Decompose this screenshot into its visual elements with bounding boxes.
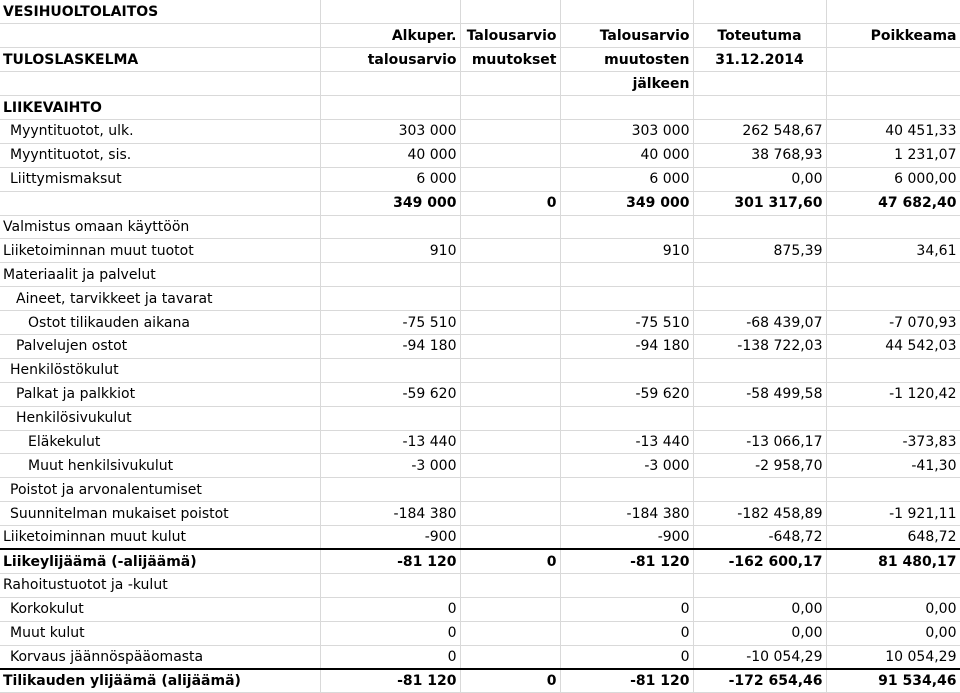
cell[interactable] [693, 0, 826, 24]
budget-change-cell[interactable] [460, 526, 560, 550]
budget-after-cell[interactable]: -184 380 [560, 502, 693, 526]
col-header-budget-after-line2[interactable]: muutosten [560, 48, 693, 72]
subtotal-row [0, 191, 960, 215]
table-row [0, 573, 960, 597]
table-row [0, 502, 960, 526]
variance-cell[interactable]: -1 921,11 [826, 502, 960, 526]
budget-change-cell[interactable] [460, 645, 560, 669]
original-budget-cell[interactable]: -3 000 [320, 454, 460, 478]
budget-after-cell[interactable] [560, 406, 693, 430]
actual-cell[interactable] [693, 263, 826, 287]
header-row [0, 0, 960, 24]
cell[interactable] [826, 48, 960, 72]
budget-after-cell[interactable] [560, 287, 693, 311]
table-row [0, 478, 960, 502]
budget-change-cell[interactable] [460, 621, 560, 645]
variance-cell[interactable]: 0,00 [826, 597, 960, 621]
row-label[interactable]: Poistot ja arvonalentumiset [0, 478, 320, 502]
org-title[interactable]: VESIHUOLTOLAITOS [0, 0, 320, 24]
budget-change-cell[interactable] [460, 96, 560, 120]
original-budget-cell[interactable]: -81 120 [320, 669, 460, 693]
budget-after-cell[interactable]: 349 000 [560, 191, 693, 215]
budget-after-cell[interactable]: -81 120 [560, 669, 693, 693]
variance-cell[interactable] [826, 406, 960, 430]
col-header-actual-line2[interactable]: 31.12.2014 [693, 48, 826, 72]
variance-cell[interactable] [826, 358, 960, 382]
budget-change-cell[interactable]: 0 [460, 669, 560, 693]
actual-cell[interactable] [693, 287, 826, 311]
budget-after-cell[interactable]: 303 000 [560, 119, 693, 143]
row-label[interactable]: Tilikauden ylijäämä (alijäämä) [0, 669, 320, 693]
row-label[interactable]: Myyntituotot, sis. [0, 143, 320, 167]
row-label[interactable]: Korkokulut [0, 597, 320, 621]
budget-after-cell[interactable]: 6 000 [560, 167, 693, 191]
budget-after-cell[interactable]: -59 620 [560, 382, 693, 406]
header-row [0, 24, 960, 48]
budget-change-cell[interactable] [460, 119, 560, 143]
col-header-budget-changes-line2[interactable]: muutokset [460, 48, 560, 72]
original-budget-cell[interactable]: 40 000 [320, 143, 460, 167]
budget-change-cell[interactable] [460, 358, 560, 382]
table-row [0, 119, 960, 143]
budget-after-cell[interactable]: -81 120 [560, 549, 693, 573]
actual-cell[interactable]: -58 499,58 [693, 382, 826, 406]
actual-cell[interactable] [693, 406, 826, 430]
cell[interactable] [560, 0, 693, 24]
table-row [0, 430, 960, 454]
row-label[interactable]: Eläkekulut [0, 430, 320, 454]
cell[interactable] [460, 72, 560, 96]
variance-cell[interactable]: 10 054,29 [826, 645, 960, 669]
actual-cell[interactable]: 301 317,60 [693, 191, 826, 215]
variance-cell[interactable]: 648,72 [826, 526, 960, 550]
budget-after-cell[interactable]: -900 [560, 526, 693, 550]
variance-cell[interactable]: -41,30 [826, 454, 960, 478]
actual-cell[interactable]: 875,39 [693, 239, 826, 263]
budget-after-cell[interactable]: 910 [560, 239, 693, 263]
table-row [0, 454, 960, 478]
row-label[interactable]: Henkilöstökulut [0, 358, 320, 382]
col-header-budget-after[interactable]: Talousarvio [560, 24, 693, 48]
budget-after-cell[interactable]: -94 180 [560, 334, 693, 358]
original-budget-cell[interactable]: -81 120 [320, 549, 460, 573]
original-budget-cell[interactable] [320, 573, 460, 597]
row-label[interactable]: Muut kulut [0, 621, 320, 645]
col-header-budget-changes[interactable]: Talousarvio [460, 24, 560, 48]
header-row [0, 48, 960, 72]
operating-result-row [0, 549, 960, 573]
table-row [0, 215, 960, 239]
variance-cell[interactable]: -373,83 [826, 430, 960, 454]
budget-change-cell[interactable] [460, 215, 560, 239]
variance-cell[interactable]: 44 542,03 [826, 334, 960, 358]
actual-cell[interactable] [693, 478, 826, 502]
col-header-original-budget-line2[interactable]: talousarvio [320, 48, 460, 72]
budget-after-cell[interactable] [560, 478, 693, 502]
col-header-original-budget[interactable]: Alkuper. [320, 24, 460, 48]
actual-cell[interactable]: -138 722,03 [693, 334, 826, 358]
actual-cell[interactable]: 38 768,93 [693, 143, 826, 167]
variance-cell[interactable] [826, 478, 960, 502]
original-budget-cell[interactable] [320, 96, 460, 120]
variance-cell[interactable] [826, 573, 960, 597]
original-budget-cell[interactable]: 0 [320, 597, 460, 621]
budget-change-cell[interactable] [460, 478, 560, 502]
table-row [0, 597, 960, 621]
variance-cell[interactable]: -1 120,42 [826, 382, 960, 406]
original-budget-cell[interactable]: -75 510 [320, 311, 460, 335]
original-budget-cell[interactable]: -184 380 [320, 502, 460, 526]
row-label[interactable] [0, 191, 320, 215]
row-label[interactable]: Myyntituotot, ulk. [0, 119, 320, 143]
actual-cell[interactable]: -10 054,29 [693, 645, 826, 669]
budget-change-cell[interactable] [460, 167, 560, 191]
budget-change-cell[interactable] [460, 334, 560, 358]
header-row [0, 72, 960, 96]
actual-cell[interactable]: -182 458,89 [693, 502, 826, 526]
row-label[interactable]: Palvelujen ostot [0, 334, 320, 358]
budget-change-cell[interactable] [460, 502, 560, 526]
actual-cell[interactable]: -648,72 [693, 526, 826, 550]
budget-after-cell[interactable]: 0 [560, 621, 693, 645]
cell[interactable] [460, 0, 560, 24]
row-label[interactable]: Liikeylijäämä (-alijäämä) [0, 549, 320, 573]
row-label[interactable]: Suunnitelman mukaiset poistot [0, 502, 320, 526]
actual-cell[interactable]: 0,00 [693, 167, 826, 191]
budget-change-cell[interactable]: 0 [460, 191, 560, 215]
original-budget-cell[interactable]: 349 000 [320, 191, 460, 215]
variance-cell[interactable] [826, 96, 960, 120]
row-label[interactable]: Liiketoiminnan muut tuotot [0, 239, 320, 263]
col-header-variance[interactable]: Poikkeama [826, 24, 960, 48]
actual-cell[interactable] [693, 215, 826, 239]
row-label[interactable]: Materiaalit ja palvelut [0, 263, 320, 287]
variance-cell[interactable] [826, 287, 960, 311]
row-label[interactable]: Ostot tilikauden aikana [0, 311, 320, 335]
budget-after-cell[interactable] [560, 573, 693, 597]
row-label[interactable]: Muut henkilsivukulut [0, 454, 320, 478]
cell[interactable] [826, 72, 960, 96]
row-label[interactable]: Henkilösivukulut [0, 406, 320, 430]
variance-cell[interactable]: 91 534,46 [826, 669, 960, 693]
variance-cell[interactable]: 6 000,00 [826, 167, 960, 191]
row-label[interactable]: Palkat ja palkkiot [0, 382, 320, 406]
budget-after-cell[interactable]: -13 440 [560, 430, 693, 454]
table-row [0, 334, 960, 358]
actual-cell[interactable]: -162 600,17 [693, 549, 826, 573]
cell[interactable] [320, 72, 460, 96]
cell[interactable] [0, 24, 320, 48]
row-label[interactable]: Liiketoiminnan muut kulut [0, 526, 320, 550]
original-budget-cell[interactable]: 0 [320, 645, 460, 669]
table-row [0, 406, 960, 430]
budget-after-cell[interactable]: 0 [560, 645, 693, 669]
actual-cell[interactable] [693, 573, 826, 597]
budget-after-cell[interactable] [560, 96, 693, 120]
table-row [0, 96, 960, 120]
row-label[interactable]: Korvaus jäännöspääomasta [0, 645, 320, 669]
budget-change-cell[interactable] [460, 454, 560, 478]
col-header-actual[interactable]: Toteutuma [693, 24, 826, 48]
variance-cell[interactable]: 40 451,33 [826, 119, 960, 143]
budget-change-cell[interactable] [460, 597, 560, 621]
original-budget-cell[interactable]: -900 [320, 526, 460, 550]
original-budget-cell[interactable] [320, 215, 460, 239]
budget-change-cell[interactable] [460, 287, 560, 311]
cell[interactable] [826, 0, 960, 24]
budget-change-cell[interactable] [460, 573, 560, 597]
row-label[interactable]: LIIKEVAIHTO [0, 96, 320, 120]
budget-change-cell[interactable] [460, 263, 560, 287]
cell[interactable] [693, 72, 826, 96]
budget-after-cell[interactable]: -75 510 [560, 311, 693, 335]
budget-change-cell[interactable] [460, 430, 560, 454]
table-row [0, 167, 960, 191]
actual-cell[interactable]: 0,00 [693, 621, 826, 645]
original-budget-cell[interactable] [320, 287, 460, 311]
original-budget-cell[interactable]: 6 000 [320, 167, 460, 191]
budget-after-cell[interactable] [560, 358, 693, 382]
original-budget-cell[interactable] [320, 478, 460, 502]
actual-cell[interactable]: 262 548,67 [693, 119, 826, 143]
variance-cell[interactable]: 47 682,40 [826, 191, 960, 215]
actual-cell[interactable] [693, 96, 826, 120]
original-budget-cell[interactable]: -13 440 [320, 430, 460, 454]
budget-after-cell[interactable]: 0 [560, 597, 693, 621]
actual-cell[interactable]: -2 958,70 [693, 454, 826, 478]
original-budget-cell[interactable] [320, 263, 460, 287]
variance-cell[interactable]: 81 480,17 [826, 549, 960, 573]
original-budget-cell[interactable]: -59 620 [320, 382, 460, 406]
table-row [0, 263, 960, 287]
table-row [0, 311, 960, 335]
table-row [0, 358, 960, 382]
variance-cell[interactable]: -7 070,93 [826, 311, 960, 335]
row-label[interactable]: Liittymismaksut [0, 167, 320, 191]
table-row [0, 621, 960, 645]
table-row [0, 382, 960, 406]
original-budget-cell[interactable] [320, 406, 460, 430]
actual-cell[interactable]: -68 439,07 [693, 311, 826, 335]
budget-change-cell[interactable] [460, 311, 560, 335]
budget-change-cell[interactable] [460, 239, 560, 263]
variance-cell[interactable]: 34,61 [826, 239, 960, 263]
report-title[interactable]: TULOSLASKELMA [0, 48, 320, 72]
budget-change-cell[interactable] [460, 143, 560, 167]
row-label[interactable]: Valmistus omaan käyttöön [0, 215, 320, 239]
actual-cell[interactable] [693, 358, 826, 382]
budget-change-cell[interactable] [460, 382, 560, 406]
col-header-budget-after-line3[interactable]: jälkeen [560, 72, 693, 96]
variance-cell[interactable]: 1 231,07 [826, 143, 960, 167]
table-row [0, 526, 960, 550]
original-budget-cell[interactable]: 0 [320, 621, 460, 645]
table-row [0, 239, 960, 263]
variance-cell[interactable]: 0,00 [826, 621, 960, 645]
table-row [0, 143, 960, 167]
original-budget-cell[interactable]: 910 [320, 239, 460, 263]
budget-after-cell[interactable]: 40 000 [560, 143, 693, 167]
original-budget-cell[interactable]: -94 180 [320, 334, 460, 358]
row-label[interactable]: Rahoitustuotot ja -kulut [0, 573, 320, 597]
budget-change-cell[interactable]: 0 [460, 549, 560, 573]
budget-after-cell[interactable]: -3 000 [560, 454, 693, 478]
actual-cell[interactable]: 0,00 [693, 597, 826, 621]
cell[interactable] [320, 0, 460, 24]
table-row [0, 645, 960, 669]
actual-cell[interactable]: -172 654,46 [693, 669, 826, 693]
table-row [0, 287, 960, 311]
cell[interactable] [0, 72, 320, 96]
original-budget-cell[interactable]: 303 000 [320, 119, 460, 143]
variance-cell[interactable] [826, 263, 960, 287]
row-label[interactable]: Aineet, tarvikkeet ja tavarat [0, 287, 320, 311]
budget-after-cell[interactable] [560, 263, 693, 287]
actual-cell[interactable]: -13 066,17 [693, 430, 826, 454]
variance-cell[interactable] [826, 215, 960, 239]
net-result-row [0, 669, 960, 693]
budget-change-cell[interactable] [460, 406, 560, 430]
budget-after-cell[interactable] [560, 215, 693, 239]
original-budget-cell[interactable] [320, 358, 460, 382]
